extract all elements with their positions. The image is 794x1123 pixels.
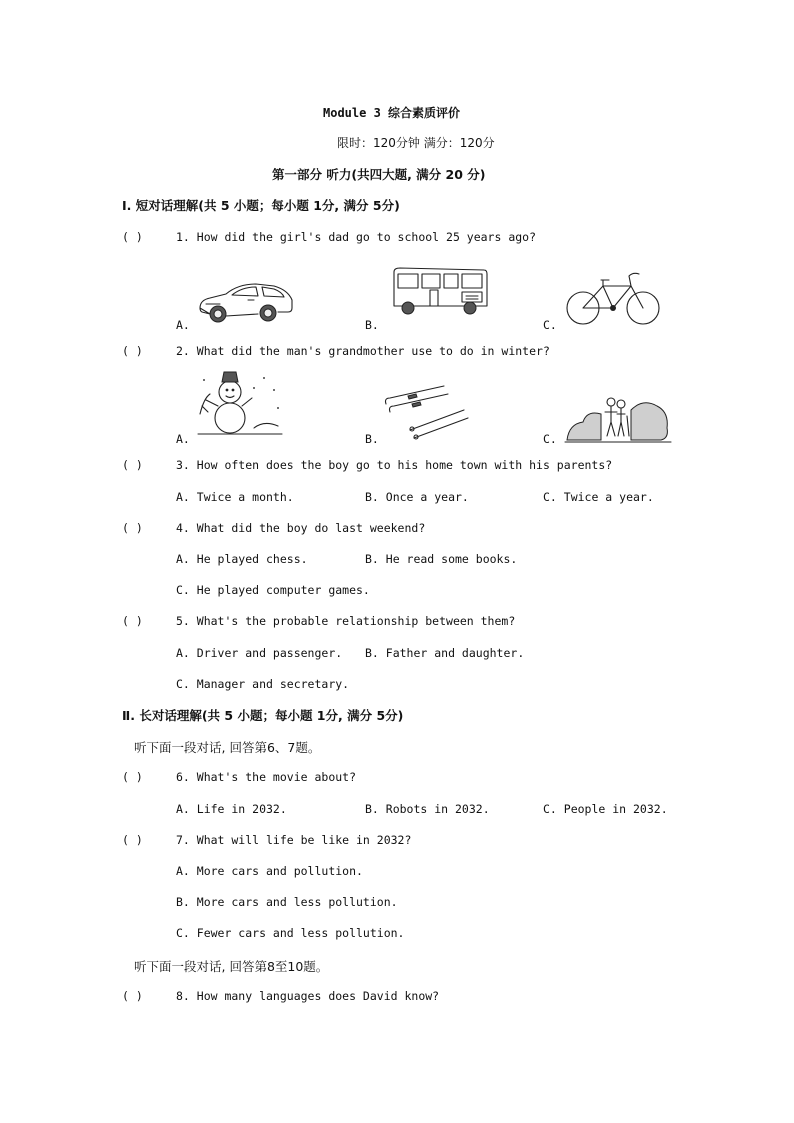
q7-option-c: C. Fewer cars and less pollution. xyxy=(176,926,405,940)
section-2-heading: Ⅱ. 长对话理解(共 5 小题；每小题 1分, 满分 5分) xyxy=(122,708,404,723)
q2-option-c-label: C. xyxy=(543,432,557,446)
q1-option-b-label: B. xyxy=(365,318,379,332)
question-2: 2. What did the man's grandmother use to do in winter? xyxy=(176,344,550,358)
q7-option-b: B. More cars and less pollution. xyxy=(176,895,398,909)
part-heading: 第一部分 听力(共四大题, 满分 20 分) xyxy=(272,167,486,182)
q6-option-b: B. Robots in 2032. xyxy=(365,802,490,816)
instruction-q6-7: 听下面一段对话, 回答第6、7题。 xyxy=(134,740,321,755)
q5-option-c: C. Manager and secretary. xyxy=(176,677,350,691)
question-3: 3. How often does the boy go to his home town with his parents? xyxy=(176,458,613,472)
q3-option-c: C. Twice a year. xyxy=(543,490,654,504)
bicycle-icon xyxy=(565,268,661,328)
q5-option-b: B. Father and daughter. xyxy=(365,646,525,660)
q4-option-c: C. He played computer games. xyxy=(176,583,370,597)
bus-icon xyxy=(392,266,488,318)
question-4: 4. What did the boy do last weekend? xyxy=(176,521,426,535)
answer-paren-4[interactable]: ( ) xyxy=(122,521,143,535)
question-8: 8. How many languages does David know? xyxy=(176,989,440,1003)
answer-paren-2[interactable]: ( ) xyxy=(122,344,143,358)
answer-paren-6[interactable]: ( ) xyxy=(122,770,143,784)
instruction-q8-10: 听下面一段对话, 回答第8至10题。 xyxy=(134,959,329,974)
answer-paren-1[interactable]: ( ) xyxy=(122,230,143,244)
snowman-icon xyxy=(194,368,286,436)
section-1-heading: Ⅰ. 短对话理解(共 5 小题；每小题 1分, 满分 5分) xyxy=(122,198,400,213)
exam-time-limits: 限时：120分钟 满分：120分 xyxy=(337,136,495,150)
q2-option-a-label: A. xyxy=(176,432,190,446)
q3-option-b: B. Once a year. xyxy=(365,490,469,504)
question-1: 1. How did the girl's dad go to school 25 years ago? xyxy=(176,230,537,244)
answer-paren-3[interactable]: ( ) xyxy=(122,458,143,472)
q6-option-a: A. Life in 2032. xyxy=(176,802,287,816)
question-6: 6. What's the movie about? xyxy=(176,770,357,784)
question-5: 5. What's the probable relationship between them? xyxy=(176,614,516,628)
car-icon xyxy=(196,278,296,326)
q1-option-c-label: C. xyxy=(543,318,557,332)
q4-option-a: A. He played chess. xyxy=(176,552,308,566)
q6-option-c: C. People in 2032. xyxy=(543,802,668,816)
q4-option-b: B. He read some books. xyxy=(365,552,518,566)
q7-option-a: A. More cars and pollution. xyxy=(176,864,363,878)
question-7: 7. What will life be like in 2032? xyxy=(176,833,412,847)
q2-option-b-label: B. xyxy=(365,432,379,446)
q5-option-a: A. Driver and passenger. xyxy=(176,646,343,660)
skis-icon xyxy=(384,382,468,440)
couple-walking-icon xyxy=(565,388,671,444)
q3-option-a: A. Twice a month. xyxy=(176,490,294,504)
answer-paren-7[interactable]: ( ) xyxy=(122,833,143,847)
q1-option-a-label: A. xyxy=(176,318,190,332)
answer-paren-5[interactable]: ( ) xyxy=(122,614,143,628)
answer-paren-8[interactable]: ( ) xyxy=(122,989,143,1003)
page-title: Module 3 综合素质评价 xyxy=(323,106,461,120)
